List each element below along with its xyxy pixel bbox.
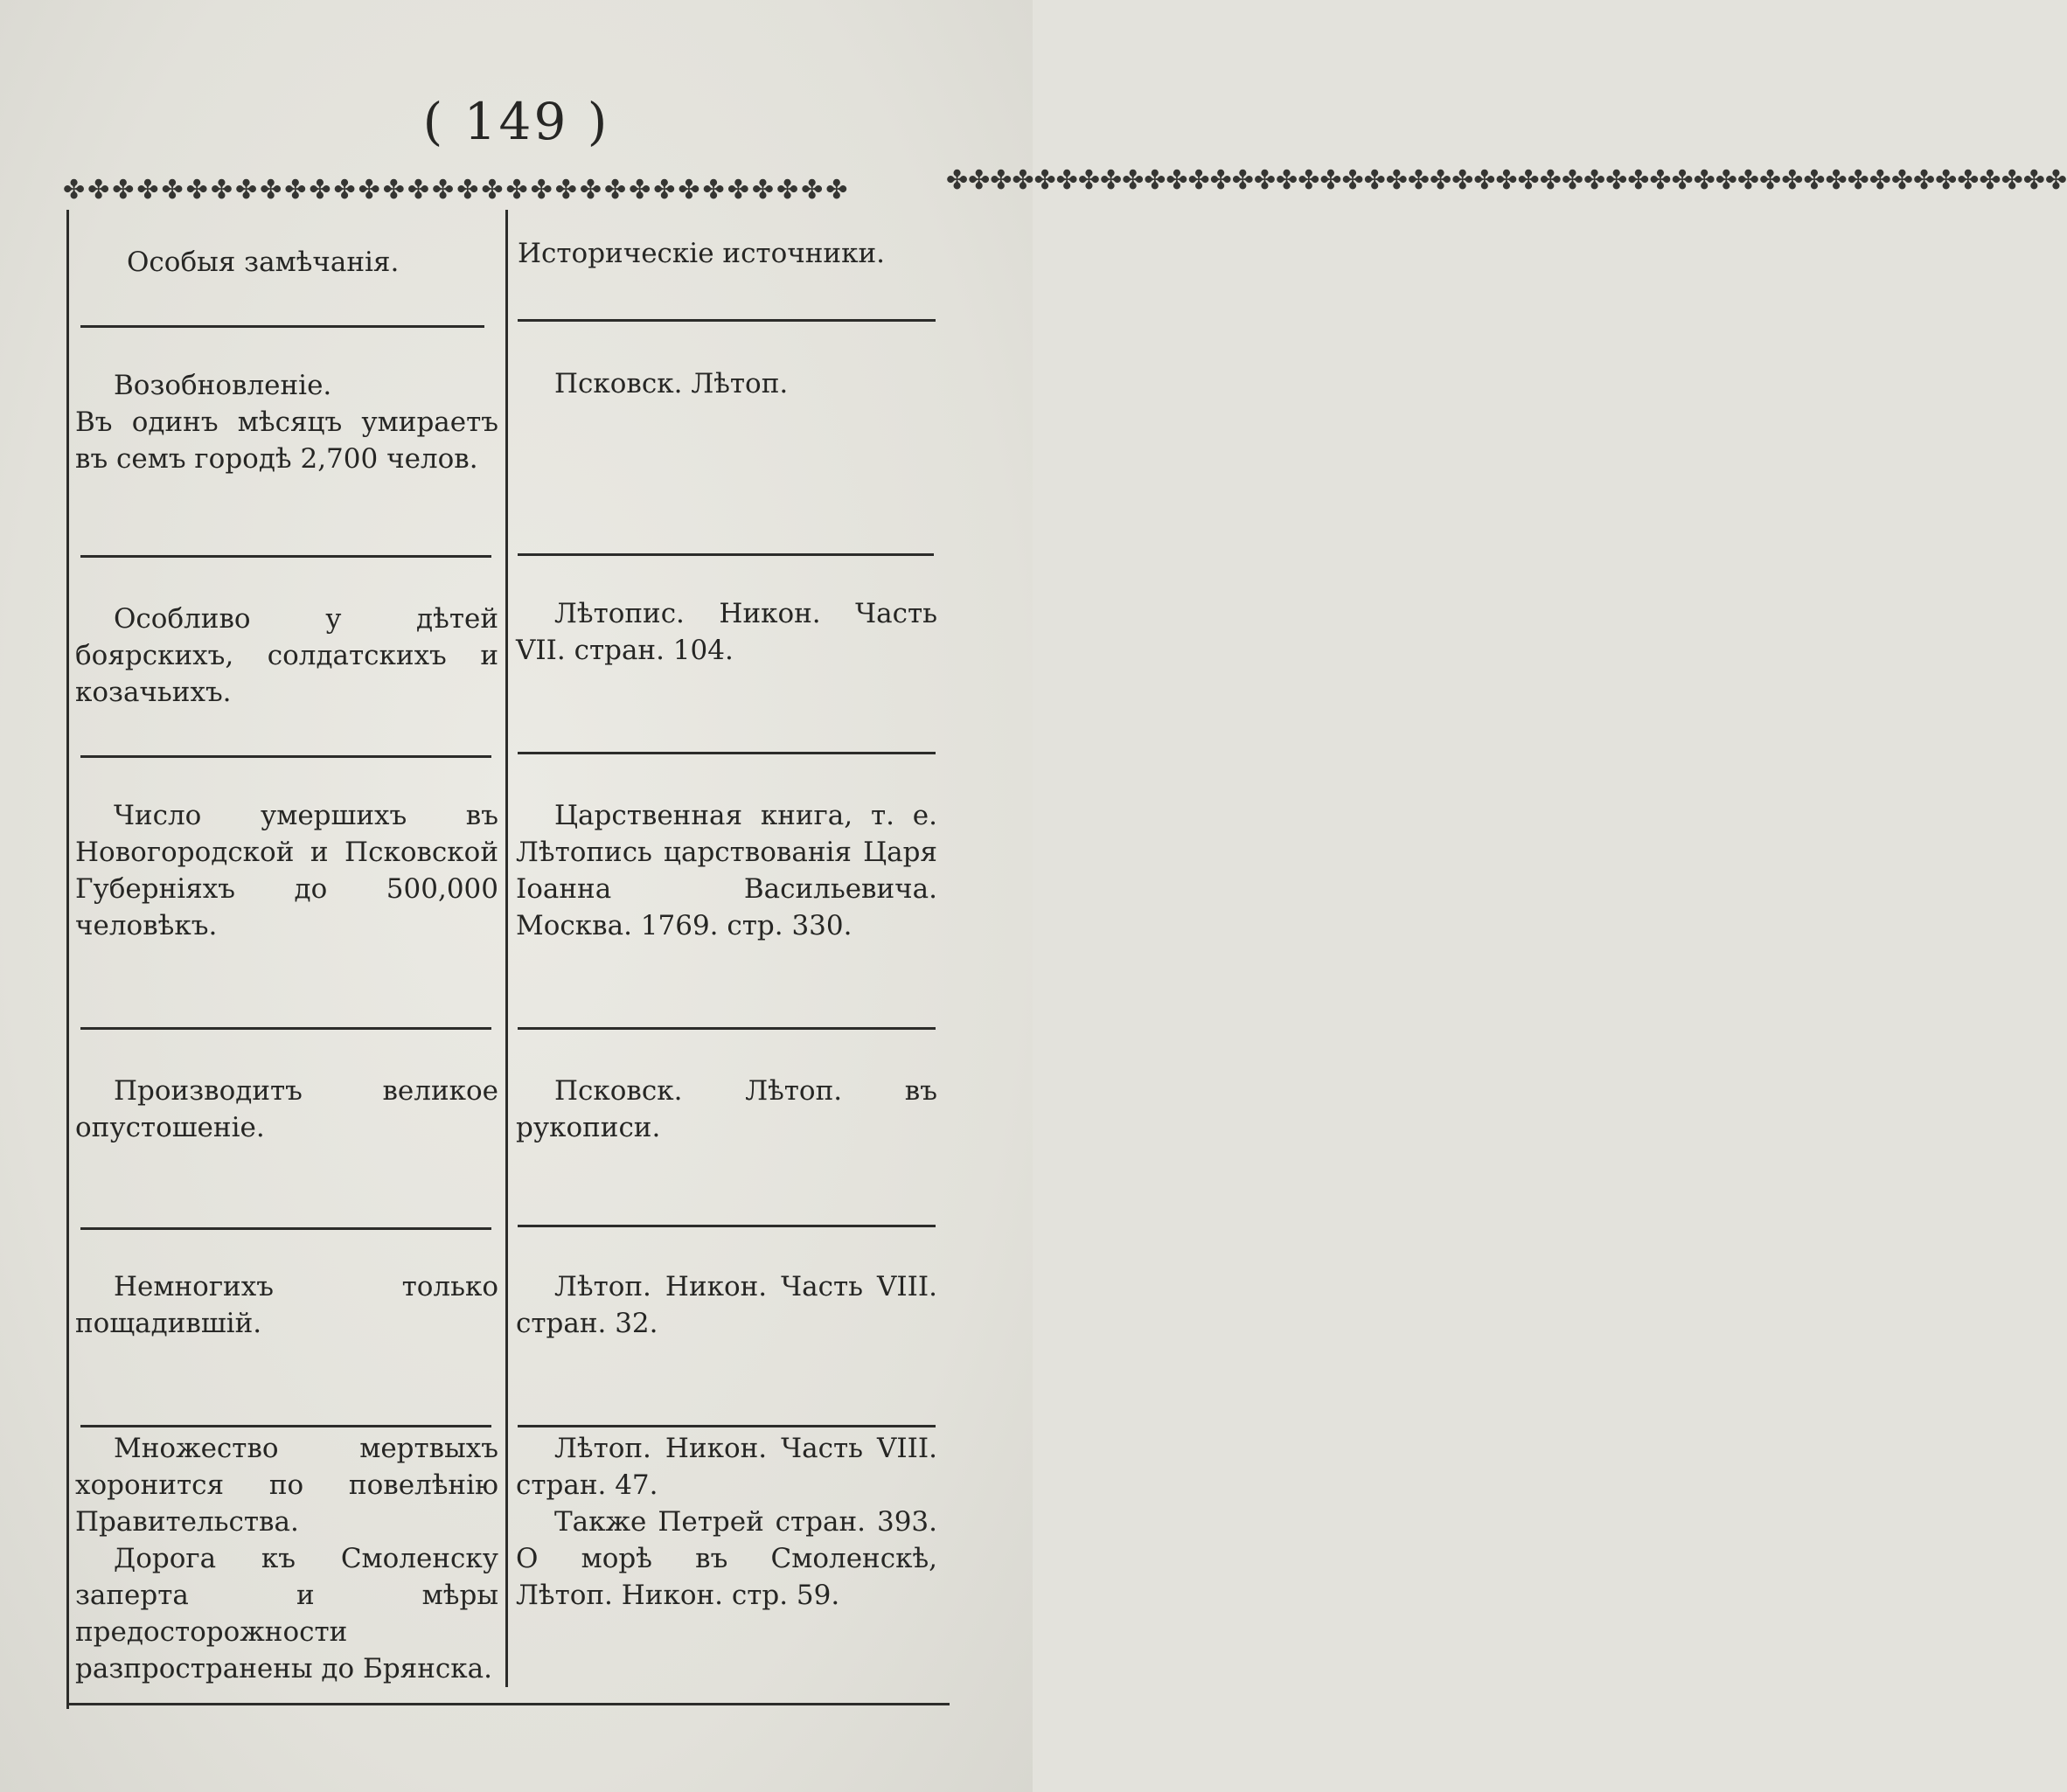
table-row: [75, 367, 498, 477]
note-text: Въ одинъ мѣсяцъ умираетъ въ семъ городѣ 2,700 челов.: [75, 406, 498, 475]
note-text: Число умершихъ въ Новогородской и Псковской Губерніяхъ до 500,000 человѣкъ.: [75, 800, 498, 941]
source-text: Царственная книга, т. е. Лѣтопись царствованія Царя Іоанна Васильевича. Москва. 1769. стр. 330.: [516, 800, 937, 941]
table-row: [516, 1268, 937, 1342]
column-header-sources: Историческіе источники.: [518, 238, 885, 269]
source-text: Лѣтопис. Никон. Часть VII. стран. 104.: [516, 598, 937, 666]
row-separator: [518, 319, 936, 322]
row-separator: [518, 553, 934, 556]
ornament-border-top: ✤✤✤✤✤✤✤✤✤✤✤✤✤✤✤✤✤✤✤✤✤✤✤✤✤✤✤✤✤✤✤✤: [63, 175, 851, 205]
ornament-border-right: ✤✤✤✤✤✤✤✤✤✤✤✤✤✤✤✤✤✤✤✤✤✤✤✤✤✤✤✤✤✤✤✤✤✤✤✤✤✤✤✤✤✤✤✤✤✤✤✤✤✤✤: [946, 165, 2067, 196]
table-row: [516, 595, 937, 669]
row-separator: [80, 555, 491, 558]
note-text: Дорога къ Смоленску заперта и мѣры предосторожности разпространены до Брянска.: [75, 1543, 498, 1684]
table-row: [516, 797, 937, 944]
row-separator: [80, 755, 491, 758]
note-text: Особливо у дѣтей боярскихъ, солдатскихъ и козачьихъ.: [75, 603, 498, 708]
row-separator: [518, 1225, 936, 1227]
table-row: [75, 1073, 498, 1146]
table-row: [516, 1430, 937, 1614]
note-text: Производитъ великое опустошеніе.: [75, 1075, 498, 1143]
table-bottom-border: [66, 1703, 950, 1705]
table-row: [516, 1073, 937, 1146]
source-text: Также Петрей стран. 393. О морѣ въ Смоленскѣ, Лѣтоп. Никон. стр. 59.: [516, 1506, 937, 1611]
note-text: Множество мертвыхъ хоронится по повелѣнію Правительства.: [75, 1433, 498, 1538]
table-column-divider: [505, 210, 508, 1687]
table-row: [516, 365, 937, 402]
row-separator: [80, 1027, 491, 1030]
table-row: [75, 601, 498, 711]
row-separator: [518, 1027, 936, 1030]
source-text: Лѣтоп. Никон. Часть VIII. стран. 32.: [516, 1271, 937, 1339]
row-separator: [80, 1425, 491, 1427]
note-heading: Возобновленіе.: [114, 370, 332, 401]
row-separator: [518, 1425, 936, 1427]
row-separator: [80, 325, 484, 328]
source-text: Псковск. Лѣтоп.: [554, 368, 789, 399]
row-separator: [518, 752, 936, 754]
table-row: [75, 797, 498, 944]
source-text: Псковск. Лѣтоп. въ рукописи.: [516, 1075, 937, 1143]
row-separator: [80, 1227, 491, 1230]
note-text: Немногихъ только пощадившій.: [75, 1271, 498, 1339]
table-row: [75, 1268, 498, 1342]
table-row: [75, 1430, 498, 1687]
column-header-notes: Особыя замѣчанія.: [127, 247, 400, 278]
source-text: Лѣтоп. Никон. Часть VIII. стран. 47.: [516, 1433, 937, 1501]
page-number: ( 149 ): [422, 92, 610, 151]
table-left-border: [66, 210, 69, 1709]
